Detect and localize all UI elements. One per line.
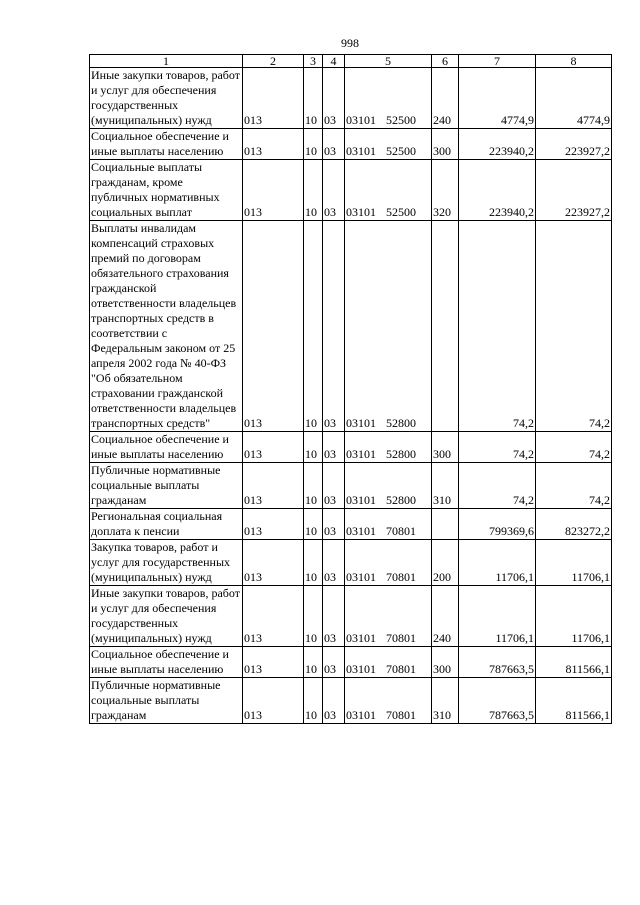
table-row bbox=[90, 509, 612, 540]
target-article-cell: 03101 70801 bbox=[345, 540, 432, 586]
subsection-cell: 03 bbox=[323, 160, 345, 221]
ministry-code-cell: 013 bbox=[243, 432, 304, 463]
amount-cell-col-7: 74,2 bbox=[459, 432, 536, 463]
table-row bbox=[90, 221, 612, 432]
section-cell: 10 bbox=[304, 509, 323, 540]
header-row bbox=[90, 55, 612, 68]
ministry-code-cell: 013 bbox=[243, 540, 304, 586]
header-cell-col-5: 5 bbox=[345, 55, 432, 68]
subsection-cell: 03 bbox=[323, 463, 345, 509]
subsection-cell: 03 bbox=[323, 68, 345, 129]
amount-cell-col-8: 811566,1 bbox=[536, 647, 612, 678]
subsection-cell: 03 bbox=[323, 509, 345, 540]
target-article-cell: 03101 70801 bbox=[345, 678, 432, 724]
expense-type-cell: 240 bbox=[432, 68, 459, 129]
section-cell: 10 bbox=[304, 678, 323, 724]
subsection-cell: 03 bbox=[323, 647, 345, 678]
amount-cell-col-7: 11706,1 bbox=[459, 540, 536, 586]
target-article-cell: 03101 52800 bbox=[345, 432, 432, 463]
target-article-cell: 03101 52800 bbox=[345, 463, 432, 509]
header-cell-col-8: 8 bbox=[536, 55, 612, 68]
amount-cell-col-8: 223927,2 bbox=[536, 129, 612, 160]
amount-cell-col-8: 823272,2 bbox=[536, 509, 612, 540]
amount-cell-col-7: 787663,5 bbox=[459, 678, 536, 724]
subsection-cell: 03 bbox=[323, 540, 345, 586]
subsection-cell: 03 bbox=[323, 221, 345, 432]
section-cell: 10 bbox=[304, 586, 323, 647]
ministry-code-cell: 013 bbox=[243, 509, 304, 540]
expense-type-cell: 200 bbox=[432, 540, 459, 586]
description-cell: Иные закупки товаров, работ и услуг для обеспечения государственных (муниципальных) нужд bbox=[90, 586, 243, 647]
description-cell: Публичные нормативные социальные выплаты гражданам bbox=[90, 463, 243, 509]
table-row bbox=[90, 586, 612, 647]
page-number: 998 bbox=[341, 36, 359, 50]
ministry-code-cell: 013 bbox=[243, 68, 304, 129]
target-article-cell: 03101 52500 bbox=[345, 160, 432, 221]
ministry-code-cell: 013 bbox=[243, 129, 304, 160]
expense-type-cell: 310 bbox=[432, 678, 459, 724]
target-article-cell: 03101 70801 bbox=[345, 647, 432, 678]
amount-cell-col-8: 74,2 bbox=[536, 432, 612, 463]
amount-cell-col-7: 223940,2 bbox=[459, 160, 536, 221]
amount-cell-col-8: 811566,1 bbox=[536, 678, 612, 724]
expense-type-cell: 300 bbox=[432, 647, 459, 678]
amount-cell-col-7: 74,2 bbox=[459, 463, 536, 509]
expense-type-cell: 240 bbox=[432, 586, 459, 647]
amount-cell-col-7: 74,2 bbox=[459, 221, 536, 432]
expense-type-cell: 300 bbox=[432, 432, 459, 463]
table-row bbox=[90, 160, 612, 221]
budget-table bbox=[89, 54, 612, 724]
description-cell: Социальное обеспечение и иные выплаты населению bbox=[90, 129, 243, 160]
expense-type-cell: 310 bbox=[432, 463, 459, 509]
table-row bbox=[90, 68, 612, 129]
target-article-cell: 03101 52500 bbox=[345, 129, 432, 160]
description-cell: Социальное обеспечение и иные выплаты населению bbox=[90, 432, 243, 463]
table-row bbox=[90, 678, 612, 724]
subsection-cell: 03 bbox=[323, 586, 345, 647]
amount-cell-col-7: 11706,1 bbox=[459, 586, 536, 647]
expense-type-cell: 300 bbox=[432, 129, 459, 160]
table-body bbox=[90, 68, 612, 724]
ministry-code-cell: 013 bbox=[243, 678, 304, 724]
amount-cell-col-8: 223927,2 bbox=[536, 160, 612, 221]
amount-cell-col-8: 11706,1 bbox=[536, 586, 612, 647]
amount-cell-col-7: 4774,9 bbox=[459, 68, 536, 129]
section-cell: 10 bbox=[304, 129, 323, 160]
amount-cell-col-8: 74,2 bbox=[536, 463, 612, 509]
description-cell: Региональная социальная доплата к пенсии bbox=[90, 509, 243, 540]
amount-cell-col-8: 4774,9 bbox=[536, 68, 612, 129]
section-cell: 10 bbox=[304, 540, 323, 586]
description-cell: Иные закупки товаров, работ и услуг для обеспечения государственных (муниципальных) нужд bbox=[90, 68, 243, 129]
table-header bbox=[90, 55, 612, 68]
section-cell: 10 bbox=[304, 463, 323, 509]
amount-cell-col-8: 11706,1 bbox=[536, 540, 612, 586]
table-row bbox=[90, 540, 612, 586]
amount-cell-col-7: 799369,6 bbox=[459, 509, 536, 540]
header-cell-col-2: 2 bbox=[243, 55, 304, 68]
section-cell: 10 bbox=[304, 432, 323, 463]
subsection-cell: 03 bbox=[323, 432, 345, 463]
table-row bbox=[90, 129, 612, 160]
target-article-cell: 03101 52500 bbox=[345, 68, 432, 129]
table-row bbox=[90, 463, 612, 509]
ministry-code-cell: 013 bbox=[243, 221, 304, 432]
subsection-cell: 03 bbox=[323, 678, 345, 724]
target-article-cell: 03101 70801 bbox=[345, 509, 432, 540]
description-cell: Публичные нормативные социальные выплаты гражданам bbox=[90, 678, 243, 724]
header-cell-col-7: 7 bbox=[459, 55, 536, 68]
header-cell-col-3: 3 bbox=[304, 55, 323, 68]
ministry-code-cell: 013 bbox=[243, 160, 304, 221]
table-row bbox=[90, 432, 612, 463]
description-cell: Закупка товаров, работ и услуг для государственных (муниципальных) нужд bbox=[90, 540, 243, 586]
expense-type-cell bbox=[432, 221, 459, 432]
section-cell: 10 bbox=[304, 647, 323, 678]
table-row bbox=[90, 647, 612, 678]
ministry-code-cell: 013 bbox=[243, 463, 304, 509]
ministry-code-cell: 013 bbox=[243, 586, 304, 647]
section-cell: 10 bbox=[304, 221, 323, 432]
target-article-cell: 03101 52800 bbox=[345, 221, 432, 432]
header-cell-col-1: 1 bbox=[90, 55, 243, 68]
amount-cell-col-7: 787663,5 bbox=[459, 647, 536, 678]
subsection-cell: 03 bbox=[323, 129, 345, 160]
expense-type-cell: 320 bbox=[432, 160, 459, 221]
amount-cell-col-8: 74,2 bbox=[536, 221, 612, 432]
target-article-cell: 03101 70801 bbox=[345, 586, 432, 647]
header-cell-col-6: 6 bbox=[432, 55, 459, 68]
expense-type-cell bbox=[432, 509, 459, 540]
ministry-code-cell: 013 bbox=[243, 647, 304, 678]
header-cell-col-4: 4 bbox=[323, 55, 345, 68]
description-cell: Социальные выплаты гражданам, кроме публичных нормативных социальных выплат bbox=[90, 160, 243, 221]
amount-cell-col-7: 223940,2 bbox=[459, 129, 536, 160]
description-cell: Выплаты инвалидам компенсаций страховых премий по договорам обязательного страхования гражданской ответственности владельцев транспортных средств в соответствии с Федеральным законом от 25 апреля 2002 года № 40-ФЗ "Об обязательном страховании гражданской ответственности владельцев транспортных средств" bbox=[90, 221, 243, 432]
description-cell: Социальное обеспечение и иные выплаты населению bbox=[90, 647, 243, 678]
section-cell: 10 bbox=[304, 68, 323, 129]
section-cell: 10 bbox=[304, 160, 323, 221]
